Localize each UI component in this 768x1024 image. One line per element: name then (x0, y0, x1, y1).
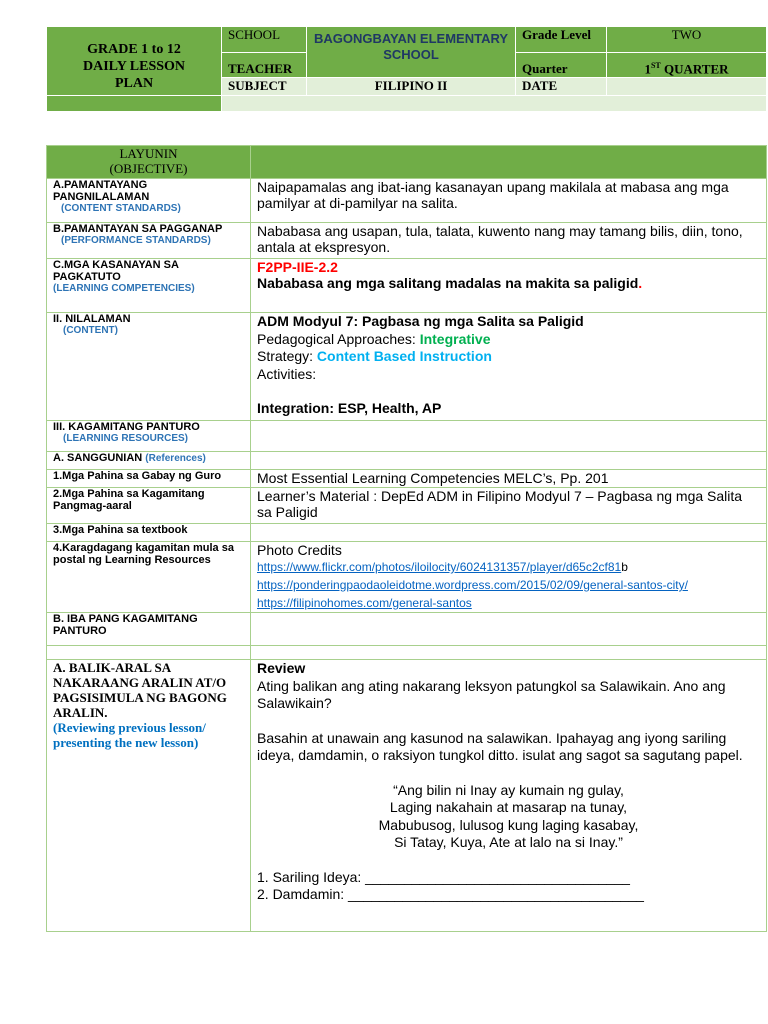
objective-header: LAYUNIN (OBJECTIVE) (47, 146, 251, 179)
references-value (251, 452, 767, 470)
competency-code: F2PP-IIE-2.2 (257, 259, 338, 275)
learner-pages-label: 2.Mga Pahina sa Kagamitang Pangmag-aaral (47, 488, 251, 524)
header-table (46, 26, 767, 112)
header-spacer-left (47, 96, 222, 112)
grade-value: TWO (607, 27, 767, 53)
photo-credit-link-3[interactable]: https://filipinohomes.com/general-santos (257, 596, 472, 610)
competencies-cell: C.MGA KASANAYAN SA PAGKATUTO (LEARNING COMPETENCIES) (47, 259, 251, 313)
content-value: ADM Modyul 7: Pagbasa ng mga Salita sa Paligid Pedagogical Approaches: Integrative Strategy: Content Based Instruction Activities: Integration: ESP, Health, AP (251, 313, 767, 421)
spacer-right (251, 646, 767, 660)
performance-standards-cell: B.PAMANTAYAN SA PAGGANAP (PERFORMANCE STANDARDS) (47, 223, 251, 259)
subject-label: SUBJECT (222, 78, 307, 96)
content-cell: II. NILALAMAN (CONTENT) (47, 313, 251, 421)
teacher-label: TEACHER (222, 53, 307, 78)
lesson-table (46, 145, 767, 932)
review-value: Review Ating balikan ang ating nakarang leksyon patungkol sa Salawikain. Ano ang Salawikain? Basahin at unawain ang kasunod na salawikan. Ipahayag ang iyong sariling ideya, damdamin, o raksiyon tungkol ditto. isulat ang sagot sa sagutang papel. “Ang bilin ni Inay ay kumain ng gulay, Laging nakahain at masarap na tunay, Mabubusog, lulusog kung laging kasabay, Si Tatay, Kuya, Ate at lalo na si Inay.” 1. Sariling Ideya: __________________________________ 2. Damdamin: ______________________________________ (251, 660, 767, 932)
resources-cell: III. KAGAMITANG PANTURO (LEARNING RESOURCES) (47, 421, 251, 452)
learner-pages-value: Learner’s Material : DepEd ADM in Filipino Modyul 7 – Pagbasa ng mga Salita sa Paligid (251, 488, 767, 524)
content-standards-cell: A.PAMANTAYANG PANGNILALAMAN (CONTENT STANDARDS) (47, 179, 251, 223)
other-materials-value (251, 613, 767, 646)
guide-pages-value: Most Essential Learning Competencies MELC’s, Pp. 201 (251, 470, 767, 488)
references-cell: A. SANGGUNIAN (References) (47, 452, 251, 470)
additional-materials-label: 4.Karagdagang kagamitan mula sa postal ng Learning Resources (47, 542, 251, 613)
quarter-label: Quarter (516, 53, 607, 78)
spacer-left (47, 646, 251, 660)
date-label: DATE (516, 78, 607, 96)
answer-line-feeling: 2. Damdamin: ______________________________________ (257, 886, 644, 902)
performance-standards-value: Nababasa ang usapan, tula, talata, kuwento nang may tamang bilis, diin, tono, antala at ekspresyon. (251, 223, 767, 259)
answer-line-idea: 1. Sariling Ideya: __________________________________ (257, 868, 630, 885)
grade-label: Grade Level (516, 27, 607, 53)
objective-header-right (251, 146, 767, 179)
textbook-pages-value (251, 524, 767, 542)
date-value (607, 78, 767, 96)
dlp-title: GRADE 1 to 12 DAILY LESSON PLAN (47, 27, 222, 96)
school-value: BAGONGBAYAN ELEMENTARY SCHOOL (307, 27, 516, 78)
photo-credit-link-1[interactable]: https://www.flickr.com/photos/iloilocity/6024131357/player/d65c2cf81 (257, 560, 622, 574)
competencies-value: F2PP-IIE-2.2 Nababasa ang mga salitang madalas na makita sa paligid. (251, 259, 767, 313)
content-standards-value: Naipapamalas ang ibat-iang kasanayan upang makilala at mabasa ang mga pamilyar at di-pamilyar na salita. (251, 179, 767, 223)
review-cell: A. BALIK-ARAL SA NAKARAANG ARALIN AT/O PAGSISIMULA NG BAGONG ARALIN. (Reviewing previous lesson/ presenting the new lesson) (47, 660, 251, 932)
subject-value: FILIPINO II (307, 78, 516, 96)
quarter-value: 1ST QUARTER (607, 53, 767, 78)
photo-credit-link-2[interactable]: https://ponderingpaodaoleidotme.wordpress.com/2015/02/09/general-santos-city/ (257, 578, 688, 592)
school-label: SCHOOL (222, 27, 307, 53)
proverb: “Ang bilin ni Inay ay kumain ng gulay, Laging nakahain at masarap na tunay, Mabubusog, lulusog kung laging kasabay, Si Tatay, Kuya, Ate at lalo na si Inay.” (378, 781, 639, 850)
resources-value (251, 421, 767, 452)
guide-pages-label: 1.Mga Pahina sa Gabay ng Guro (47, 470, 251, 488)
header-spacer-right (222, 96, 767, 112)
textbook-pages-label: 3.Mga Pahina sa textbook (47, 524, 251, 542)
other-materials-label: B. IBA PANG KAGAMITANG PANTURO (47, 613, 251, 646)
additional-materials-value: Photo Credits https://www.flickr.com/photos/iloilocity/6024131357/player/d65c2cf81b https://ponderingpaodaoleidotme.wordpress.com/2015/02/09/general-santos-city/ https://filipinohomes.com/general-santos (251, 542, 767, 613)
